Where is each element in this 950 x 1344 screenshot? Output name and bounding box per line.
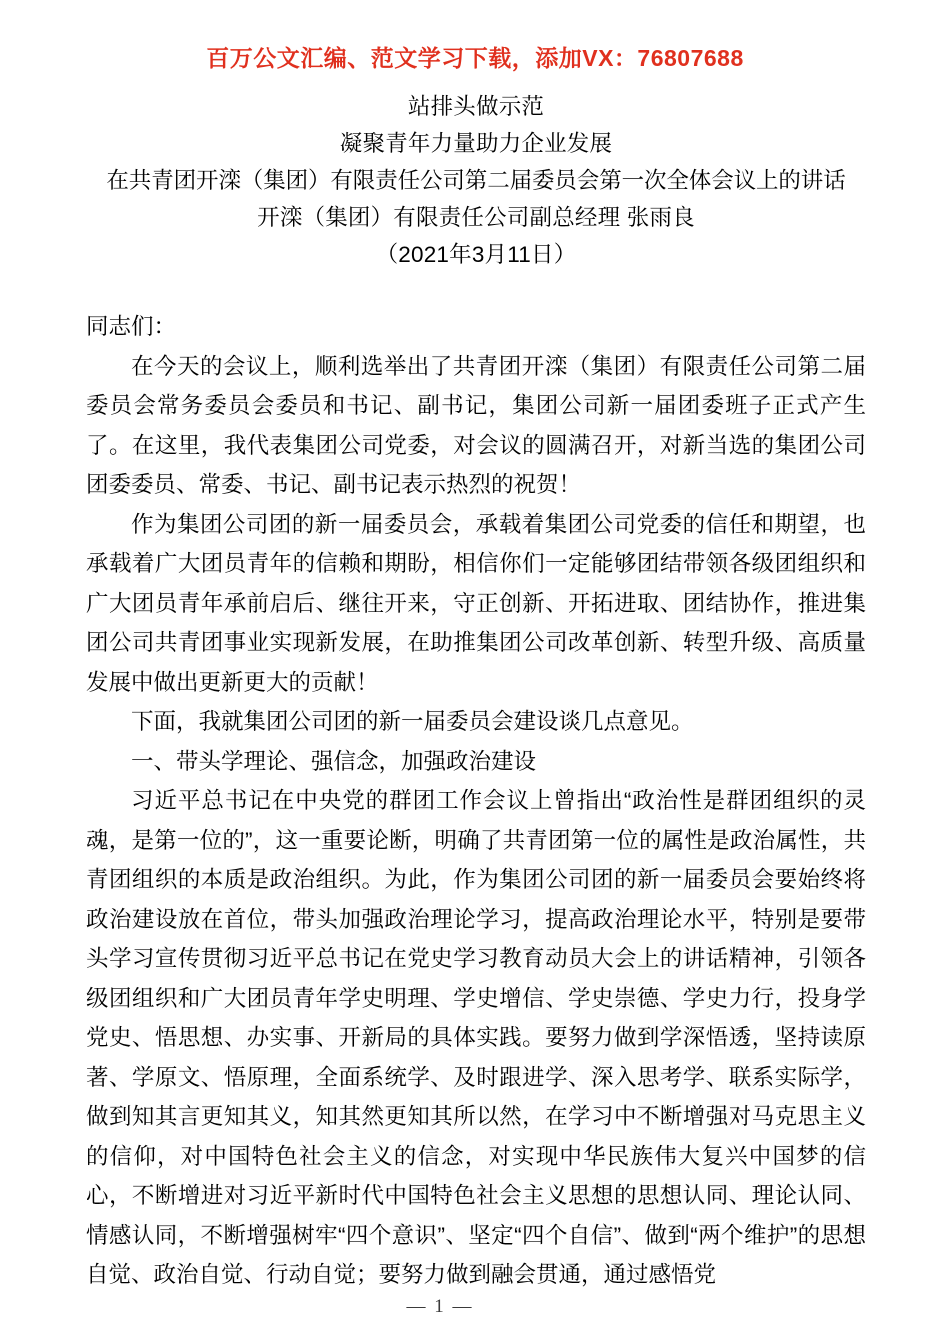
paragraph-3: 下面，我就集团公司团的新一届委员会建设谈几点意见。 — [131, 709, 694, 734]
section-body-1: 习近平总书记在中央党的群团工作会议上曾指出“政治性是群团组织的灵魂，是第一位的”，这一重要论断，明确了共青团第一位的属性是政治属性，共青团组织的本质是政治组织。为此，作为集团公司团的新一届委员会要始终将政治建设放在首位，带头加强政治理论学习，提高政治理论水平，特别是要带头学习宣传贯彻习近平总书记在党史学习教育动员大会上的讲话精神，引领各级团组织和广大团员青年学史明理、学史增信、学史崇德、学史力行，投身学党史、悟思想、办实事、开新局的具体实践。要努力做到学深悟透，坚持读原著、学原文、悟原理，全面系统学、及时跟进学、深入思考学、联系实际学，做到知其言更知其义，知其然更知其所以然，在学习中不断增强对马克思主义的信仰，对中国特色社会主义的信念，对实现中华民族伟大复兴中国梦的信心，不断增进对习近平新时代中国特色社会主义思想的思想认同、理论认同、情感认同，不断增强树牢“四个意识”、坚定“四个自信”、做到“两个维护”的思想自觉、政治自觉、行动自觉；要努力做到融会贯通，通过感悟党 — [86, 788, 866, 1287]
paragraph-1: 在今天的会议上，顺利选举出了共青团开滦（集团）有限责任公司第二届委员会常务委员会委员和书记、副书记，集团公司新一届团委班子正式产生了。在这里，我代表集团公司党委，对会议的圆满召开，对新当选的集团公司团委委员、常委、书记、副书记表示热烈的祝贺！ — [86, 353, 866, 497]
section-heading-1: 一、带头学理论、强信念，加强政治建设 — [131, 748, 537, 774]
promo-watermark: 百万公文汇编、范文学习下载，添加VX：76807688 — [206, 45, 744, 71]
title-block — [86, 88, 866, 273]
title-line-2: 凝聚青年力量助力企业发展 — [339, 131, 613, 156]
page-footer — [0, 1296, 950, 1318]
title-line-3: 在共青团开滦（集团）有限责任公司第二届委员会第一次全体会议上的讲话 — [106, 168, 846, 193]
title-line-5-date: （2021年3月11日） — [375, 242, 577, 267]
title-line-1: 站排头做示范 — [407, 94, 545, 119]
paragraph-2: 作为集团公司团的新一届委员会，承载着集团公司党委的信任和期望，也承载着广大团员青年的信赖和期盼，相信你们一定能够团结带领各级团组织和广大团员青年承前启后、继往开来，守正创新、开拓进取、团结协作，推进集团公司共青团事业实现新发展，在助推集团公司改革创新、转型升级、高质量发展中做出更新更大的贡献！ — [86, 511, 866, 695]
document-body — [86, 307, 866, 1295]
salutation: 同志们： — [86, 314, 177, 339]
document-content — [86, 88, 866, 1295]
page-number: — 1 — — [406, 1296, 474, 1317]
title-line-4-author: 开滦（集团）有限责任公司副总经理 张雨良 — [257, 205, 695, 230]
